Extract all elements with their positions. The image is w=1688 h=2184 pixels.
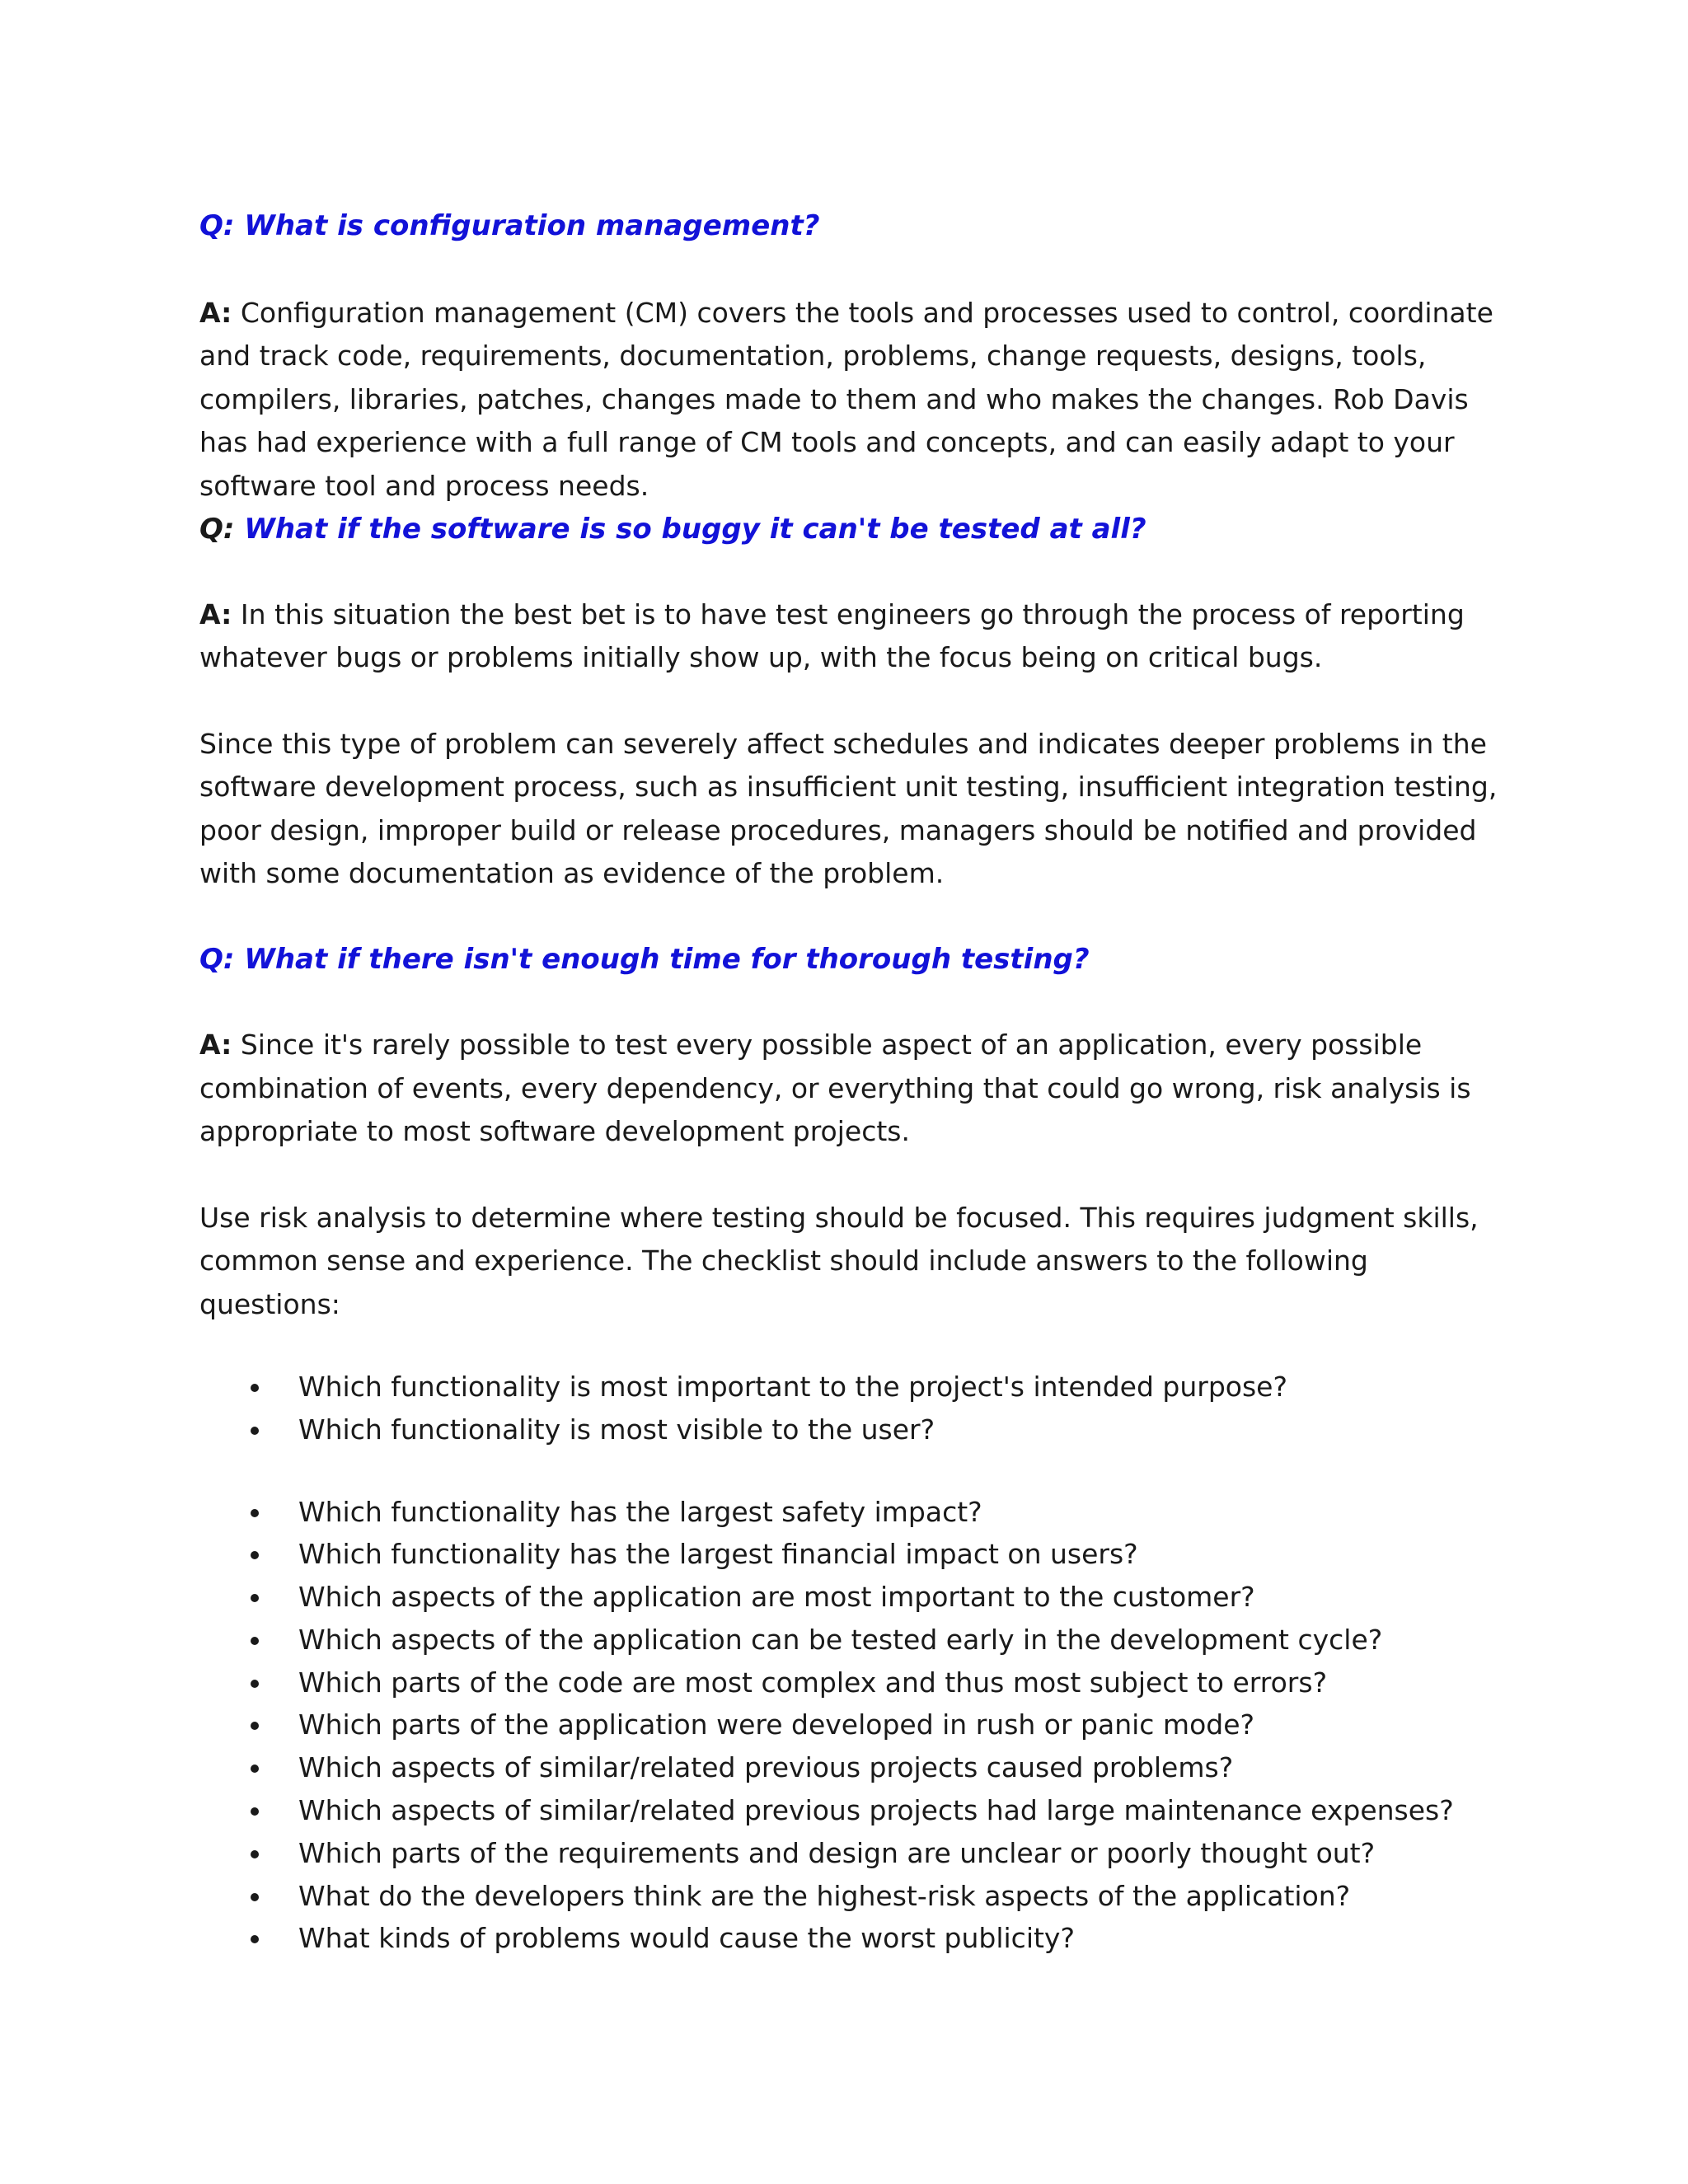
list-item-text: Which aspects of similar/related previous projects had large maintenance expenses? xyxy=(298,1794,1454,1827)
bullet-icon xyxy=(251,1935,259,1943)
answer-paragraph xyxy=(199,1024,1502,1153)
answer-prefix: A: xyxy=(199,1029,232,1062)
list-item xyxy=(199,1366,1502,1408)
list-item xyxy=(199,1533,1502,1576)
list-item xyxy=(199,1832,1502,1875)
list-item xyxy=(199,1661,1502,1704)
list-item xyxy=(199,1619,1502,1661)
question-prefix: Q: xyxy=(199,513,235,546)
checklist xyxy=(199,1366,1502,1451)
document-page xyxy=(199,204,1502,1960)
list-item-text: Which functionality has the largest safety impact? xyxy=(298,1495,982,1528)
list-item-text: Which parts of the requirements and design are unclear or poorly thought out? xyxy=(298,1836,1376,1869)
bullet-icon xyxy=(251,1850,259,1858)
list-item xyxy=(199,1408,1502,1451)
bullet-icon xyxy=(251,1594,259,1602)
question-heading xyxy=(199,508,1502,551)
list-item-text: What kinds of problems would cause the worst publicity? xyxy=(298,1922,1075,1955)
question-text: What is configuration management? xyxy=(244,209,820,242)
answer-text: Since it's rarely possible to test every possible aspect of an application, every possible combination of events, every dependency, or everything that could go wrong, risk analysis is appropriate to most software development projects. xyxy=(199,1029,1471,1148)
list-item xyxy=(199,1789,1502,1832)
bullet-icon xyxy=(251,1680,259,1688)
list-item-text: Which parts of the application were developed in rush or panic mode? xyxy=(298,1708,1255,1741)
list-item xyxy=(199,1576,1502,1619)
list-item-text: Which functionality is most visible to the user? xyxy=(298,1413,935,1446)
answer-prefix: A: xyxy=(199,598,232,631)
question-text: What if the software is so buggy it can't be tested at all? xyxy=(244,513,1146,546)
list-item-text: Which aspects of the application are most important to the customer? xyxy=(298,1581,1255,1614)
list-item xyxy=(199,1917,1502,1960)
bullet-icon xyxy=(251,1893,259,1901)
checklist xyxy=(199,1491,1502,1961)
bullet-icon xyxy=(251,1765,259,1773)
list-item-text: Which functionality has the largest financial impact on users? xyxy=(298,1538,1138,1571)
answer-paragraph xyxy=(199,593,1502,680)
answer-paragraph xyxy=(199,292,1502,508)
followup-paragraph: Use risk analysis to determine where testing should be focused. This requires judgment skills, common sense and experience. The checklist should include answers to the following questions: xyxy=(199,1201,1479,1320)
bullet-icon xyxy=(251,1637,259,1645)
list-item-text: What do the developers think are the highest-risk aspects of the application? xyxy=(298,1879,1351,1912)
bullet-icon xyxy=(251,1427,259,1435)
answer-text: Configuration management (CM) covers the tools and processes used to control, coordinate and track code, requirements, documentation, problems, change requests, designs, tools, compilers, libraries, patches, changes made to them and who makes the changes. Rob Davis has had experience with a full range of CM tools and concepts, and can easily adapt to your software tool and process needs. xyxy=(199,297,1493,502)
question-prefix: Q: xyxy=(199,943,235,977)
list-item xyxy=(199,1746,1502,1789)
list-item xyxy=(199,1491,1502,1534)
question-prefix: Q: xyxy=(199,209,235,242)
answer-text: In this situation the best bet is to have test engineers go through the process of reporting whatever bugs or problems initially show up, with the focus being on critical bugs. xyxy=(199,598,1465,674)
question-heading xyxy=(199,204,1502,247)
bullet-icon xyxy=(251,1551,259,1559)
answer-prefix: A: xyxy=(199,297,232,329)
list-item-text: Which parts of the code are most complex and thus most subject to errors? xyxy=(298,1666,1328,1699)
question-text: What if there isn't enough time for thorough testing? xyxy=(244,943,1090,977)
followup-paragraph: Since this type of problem can severely affect schedules and indicates deeper problems in the software development process, such as insufficient unit testing, insufficient integration testing, poor design, improper build or release procedures, managers should be notified and provided with some documentation as evidence of the problem. xyxy=(199,727,1498,890)
bullet-icon xyxy=(251,1509,259,1517)
list-item xyxy=(199,1704,1502,1746)
list-item-text: Which aspects of the application can be tested early in the development cycle? xyxy=(298,1623,1383,1656)
bullet-icon xyxy=(251,1384,259,1392)
list-item-text: Which functionality is most important to the project's intended purpose? xyxy=(298,1370,1287,1403)
list-item-text: Which aspects of similar/related previous projects caused problems? xyxy=(298,1751,1234,1784)
bullet-icon xyxy=(251,1722,259,1730)
question-heading xyxy=(199,938,1502,981)
bullet-icon xyxy=(251,1807,259,1816)
list-item xyxy=(199,1875,1502,1918)
